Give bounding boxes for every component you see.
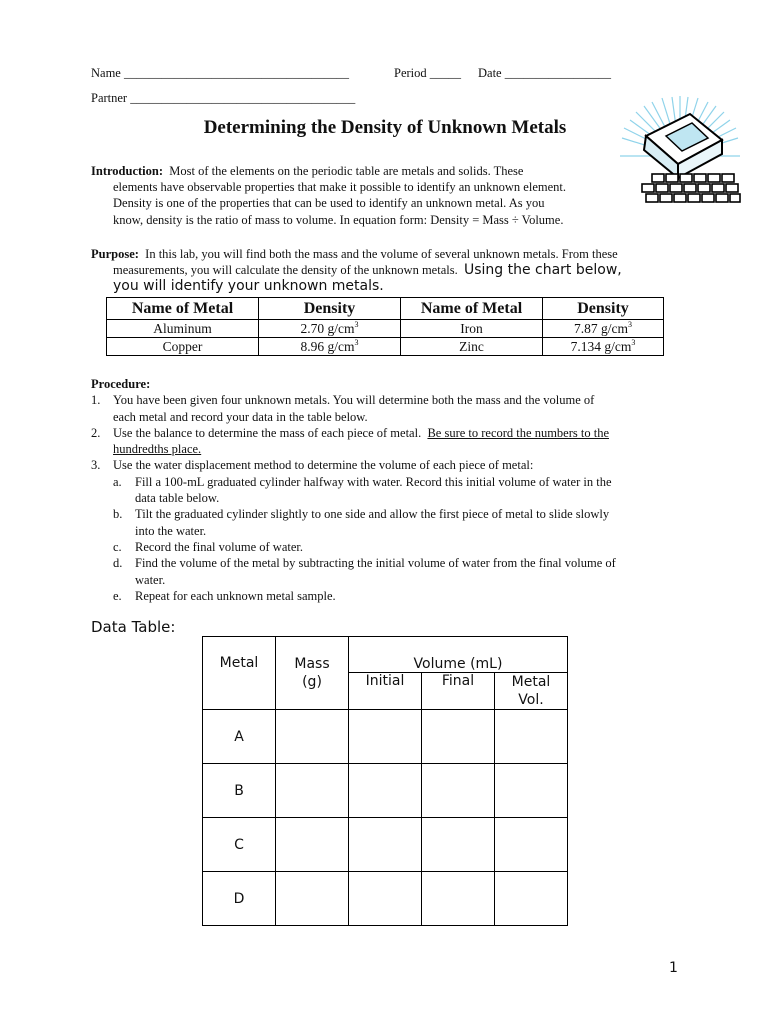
metal-label-cell: A	[203, 710, 276, 764]
table-row	[203, 872, 568, 926]
initial-input-cell[interactable]	[349, 818, 422, 872]
introduction	[91, 163, 681, 228]
mass-input-cell[interactable]	[276, 872, 349, 926]
metal-name-cell: Copper	[107, 338, 259, 356]
metal-volume-input-cell[interactable]	[495, 764, 568, 818]
purpose-line-2: measurements, you will calculate the density of the unknown metals.	[113, 263, 458, 278]
mass-input-cell[interactable]	[276, 818, 349, 872]
procedure-substep-b: b. Tilt the graduated cylinder slightly to one side and allow the first piece of metal to slide slowly into the water.	[113, 507, 610, 538]
header-name-of-metal: Name of Metal	[107, 298, 259, 320]
header-metal: Metal	[203, 637, 276, 710]
header-name-of-metal-2: Name of Metal	[401, 298, 543, 320]
metal-label-cell: C	[203, 818, 276, 872]
table-row	[107, 320, 664, 338]
initial-input-cell[interactable]	[349, 710, 422, 764]
purpose-line-3: you will identify your unknown metals.	[113, 278, 384, 295]
header-density: Density	[259, 298, 401, 320]
header-volume: Volume (mL)	[349, 637, 568, 673]
page-number: 1	[669, 960, 678, 976]
procedure-substep-a: a. Fill a 100-mL graduated cylinder halfway with water. Record this initial volume of water in the data table below.	[113, 474, 612, 506]
metal-label-cell: D	[203, 872, 276, 926]
data-table	[202, 636, 568, 926]
intro-line-3: Density is one of the properties that can be used to identify an unknown metal. As you	[113, 196, 545, 211]
procedure-substep-c: c. Record the final volume of water.	[113, 539, 303, 554]
table-row	[203, 710, 568, 764]
table-row	[107, 338, 664, 356]
procedure	[91, 376, 681, 604]
metal-name-cell: Aluminum	[107, 320, 259, 338]
initial-input-cell[interactable]	[349, 764, 422, 818]
density-cell: 8.96 $g/cm^3$	[259, 338, 401, 356]
metal-label-cell: B	[203, 764, 276, 818]
initial-input-cell[interactable]	[349, 872, 422, 926]
partner-line: Partner ____________________________________	[91, 91, 356, 105]
procedure-substep-e: e. Repeat for each unknown metal sample.	[113, 588, 336, 603]
header-initial: Initial	[349, 673, 422, 710]
density-reference-table	[106, 297, 664, 356]
header-final: Final	[422, 673, 495, 710]
mass-input-cell[interactable]	[276, 764, 349, 818]
data-table-label: Data Table:	[91, 618, 176, 636]
procedure-substep-d: d. Find the volume of the metal by subtracting the initial volume of water from the final volume of water.	[113, 556, 616, 587]
final-input-cell[interactable]	[422, 818, 495, 872]
purpose	[91, 246, 691, 295]
intro-line-4: know, density is the ratio of mass to volume. In equation form: Density = Mass ÷ Volume.	[113, 212, 564, 227]
final-input-cell[interactable]	[422, 710, 495, 764]
metal-volume-input-cell[interactable]	[495, 818, 568, 872]
page-title: Determining the Density of Unknown Metals	[203, 117, 567, 138]
metal-name-cell: Iron	[401, 320, 543, 338]
intro-line-2: elements have observable properties that make it possible to identify an unknown element.	[113, 180, 566, 195]
intro-line-1: Most of the elements on the periodic table are metals and solids. These	[169, 164, 524, 178]
procedure-step-3: 3. Use the water displacement method to determine the volume of each piece of metal: a. Fill a 100-mL graduated cylinder halfway with water. Record this initial volume of water in the data table below. b. Tilt the graduated cylinder slightly to one side and allow the first piece of metal to slide slowly into the water. c. Record the final volume of water. d. Find the volume of the metal by subtracting the initial volume of water from the final volume of water. e. Repeat for each unknown metal sample.	[91, 457, 681, 604]
header-mass: Mass (g)	[276, 637, 349, 710]
final-input-cell[interactable]	[422, 764, 495, 818]
mass-input-cell[interactable]	[276, 710, 349, 764]
date-line: Date _________________	[478, 66, 611, 80]
period-line: Period _____	[394, 66, 462, 80]
header-metal-volume: Metal Vol.	[495, 673, 568, 710]
purpose-line-1: In this lab, you will find both the mass and the volume of several unknown metals. From these	[145, 247, 618, 261]
purpose-line-2-sans: Using the chart below,	[463, 262, 622, 279]
procedure-label: Procedure:	[91, 377, 151, 391]
metal-name-cell: Zinc	[401, 338, 543, 356]
density-cell: 7.87 $g/cm^3$	[543, 320, 664, 338]
table-row	[203, 764, 568, 818]
name-line: Name ____________________________________	[91, 66, 349, 80]
metal-volume-input-cell[interactable]	[495, 872, 568, 926]
metal-volume-input-cell[interactable]	[495, 710, 568, 764]
header-density-2: Density	[543, 298, 664, 320]
density-cell: 2.70 $g/cm^3$	[259, 320, 401, 338]
procedure-step-2: 2. Use the balance to determine the mass of each piece of metal. Be sure to record the numbers to the hundredths place.	[91, 425, 609, 457]
table-row	[203, 818, 568, 872]
purpose-label: Purpose:	[91, 247, 139, 261]
density-cell: 7.134 $g/cm^3$	[543, 338, 664, 356]
introduction-label: Introduction:	[91, 164, 164, 178]
procedure-step-1: 1. You have been given four unknown metals. You will determine both the mass and the volume of each metal and record your data in the table below.	[91, 393, 595, 424]
table-header-row	[107, 298, 664, 320]
final-input-cell[interactable]	[422, 872, 495, 926]
